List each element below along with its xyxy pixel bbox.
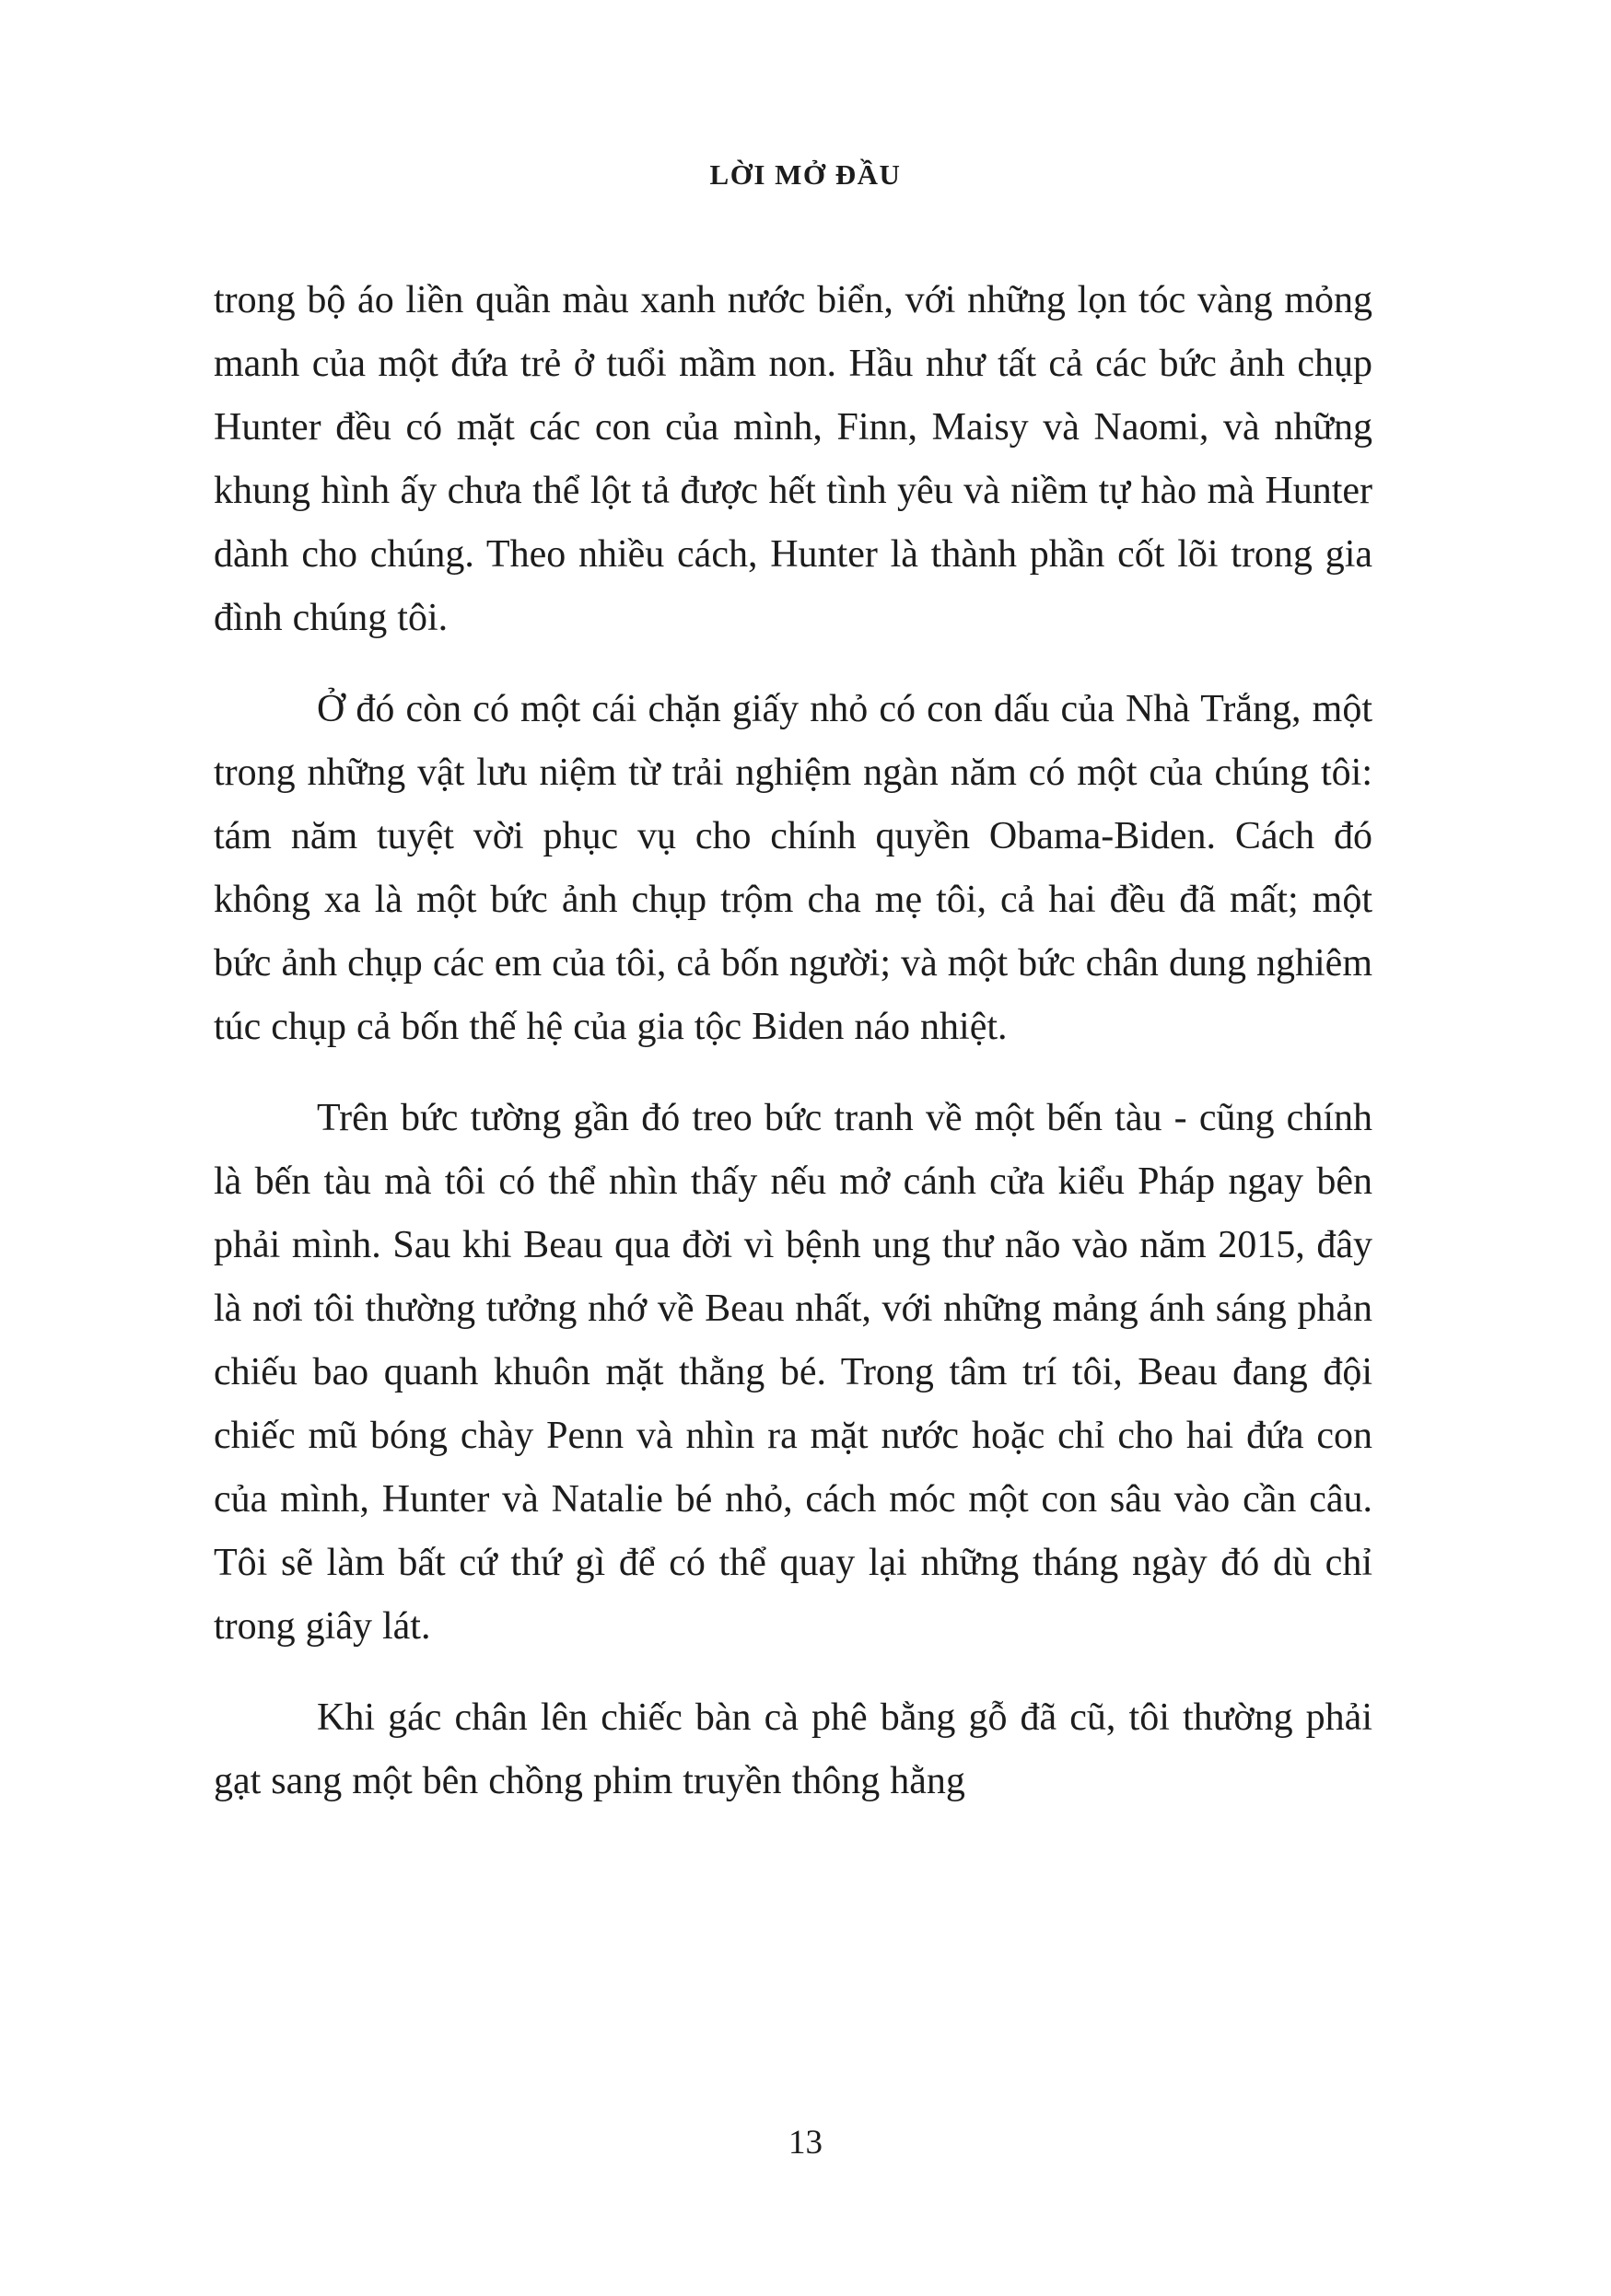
- paragraph-2: Ở đó còn có một cái chặn giấy nhỏ có con dấu của Nhà Trắng, một trong những vật lưu niệm từ trải nghiệm ngàn năm có một của chúng tôi: tám năm tuyệt vời phục vụ cho chính quyền Obama-Biden. Cách đó không xa là một bức ảnh chụp trộm cha mẹ tôi, cả hai đều đã mất; một bức ảnh chụp các em của tôi, cả bốn người; và một bức chân dung nghiêm túc chụp cả bốn thế hệ của gia tộc Biden náo nhiệt.: [214, 688, 1372, 1048]
- paragraph-1: trong bộ áo liền quần màu xanh nước biển, với những lọn tóc vàng mỏng manh của một đứa trẻ ở tuổi mầm non. Hầu như tất cả các bức ảnh chụp Hunter đều có mặt các con của mình, Finn, Maisy và Naomi, và những khung hình ấy chưa thể lột tả được hết tình yêu và niềm tự hào mà Hunter dành cho chúng. Theo nhiều cách, Hunter là thành phần cốt lõi trong gia đình chúng tôi.: [214, 279, 1372, 639]
- running-header: LỜI MỞ ĐẦU: [709, 158, 902, 191]
- paragraph-3: Trên bức tường gần đó treo bức tranh về một bến tàu - cũng chính là bến tàu mà tôi có thể nhìn thấy nếu mở cánh cửa kiểu Pháp ngay bên phải mình. Sau khi Beau qua đời vì bệnh ung thư não vào năm 2015, đây là nơi tôi thường tưởng nhớ về Beau nhất, với những mảng ánh sáng phản chiếu bao quanh khuôn mặt thằng bé. Trong tâm trí tôi, Beau đang đội chiếc mũ bóng chày Penn và nhìn ra mặt nước hoặc chỉ cho hai đứa con của mình, Hunter và Natalie bé nhỏ, cách móc một con sâu vào cần câu. Tôi sẽ làm bất cứ thứ gì để có thể quay lại những tháng ngày đó dù chỉ trong giây lát.: [214, 1097, 1372, 1648]
- text-block: [214, 269, 1372, 1841]
- page-number: 13: [788, 2124, 823, 2162]
- paragraph-4: Khi gác chân lên chiếc bàn cà phê bằng gỗ đã cũ, tôi thường phải gạt sang một bên chồng phim truyền thông hằng: [214, 1696, 1372, 1802]
